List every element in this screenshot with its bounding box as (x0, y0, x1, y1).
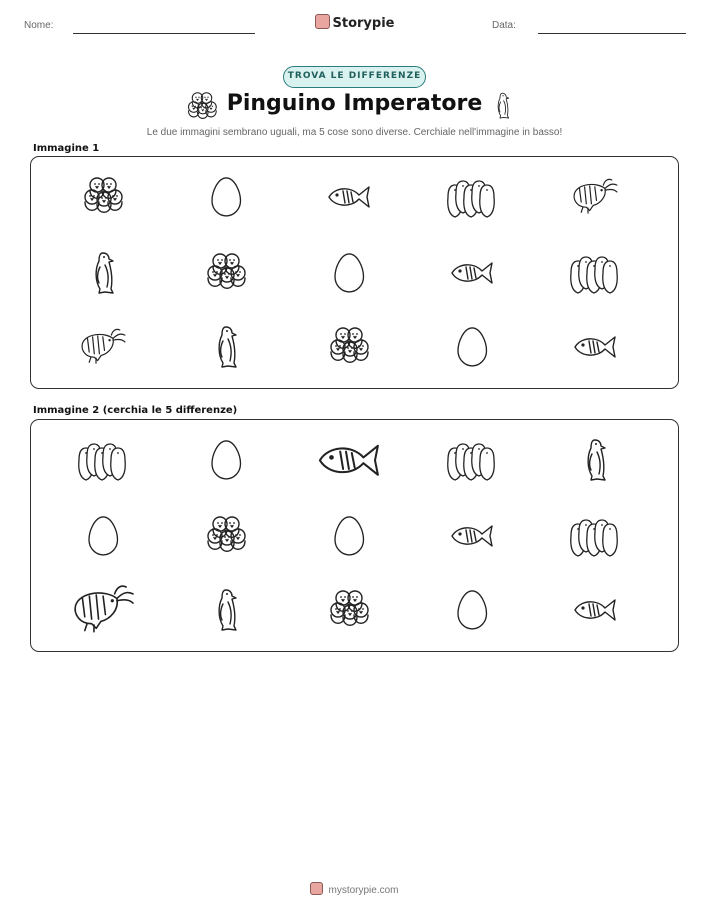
footer (0, 882, 709, 896)
egg-icon (335, 252, 364, 294)
page-title: Pinguino Imperatore (226, 91, 483, 116)
chicks-icon[interactable] (329, 590, 369, 630)
image2-panel[interactable] (30, 419, 679, 652)
brand-logo (0, 14, 709, 31)
penguin-group-icon (572, 251, 618, 295)
penguin-title-icon (495, 92, 517, 120)
penguin-icon (91, 251, 115, 295)
date-label: Data: (492, 20, 516, 31)
name-label: Nome: (24, 20, 54, 31)
penguin-group-icon[interactable] (449, 438, 495, 482)
egg-icon (458, 326, 487, 368)
image2-label: Immagine 2 (cerchia le 5 differenze) (33, 405, 238, 416)
shrimp-icon (79, 330, 127, 364)
image1-panel (30, 156, 679, 389)
date-line[interactable] (538, 33, 686, 34)
name-line[interactable] (73, 33, 255, 34)
shrimp-icon (571, 180, 619, 214)
egg-icon[interactable] (335, 515, 364, 557)
chicks-icon[interactable] (206, 516, 246, 556)
penguin-icon[interactable] (583, 438, 607, 482)
egg-icon (212, 176, 241, 218)
image1-label: Immagine 1 (33, 143, 100, 154)
penguin-group-icon (449, 175, 495, 219)
shrimp-icon[interactable] (71, 587, 135, 633)
footer-url[interactable]: mystorypie.com (328, 885, 399, 896)
fish-icon[interactable] (573, 596, 617, 624)
egg-icon[interactable] (89, 515, 118, 557)
fish-icon[interactable] (317, 440, 381, 481)
egg-icon[interactable] (458, 589, 487, 631)
penguin-group-icon[interactable] (80, 438, 126, 482)
storypie-logo-icon (310, 882, 323, 895)
fish-icon (450, 259, 494, 287)
egg-icon[interactable] (212, 439, 241, 481)
penguin-group-icon[interactable] (572, 514, 618, 558)
chicks-icon (206, 253, 246, 293)
brand-name: Storypie (332, 16, 395, 31)
badge: TROVA LE DIFFERENZE (283, 66, 426, 88)
fish-icon[interactable] (450, 522, 494, 550)
instructions: Le due immagini sembrano uguali, ma 5 cose sono diverse. Cerchiale nell'immagine in basso! (146, 127, 563, 138)
fish-icon (327, 183, 371, 211)
penguin-icon[interactable] (214, 588, 238, 632)
fish-icon (573, 333, 617, 361)
storypie-logo-icon (315, 14, 330, 29)
penguin-icon (214, 325, 238, 369)
chicks-icon (329, 327, 369, 367)
chicks-icon (83, 177, 123, 217)
